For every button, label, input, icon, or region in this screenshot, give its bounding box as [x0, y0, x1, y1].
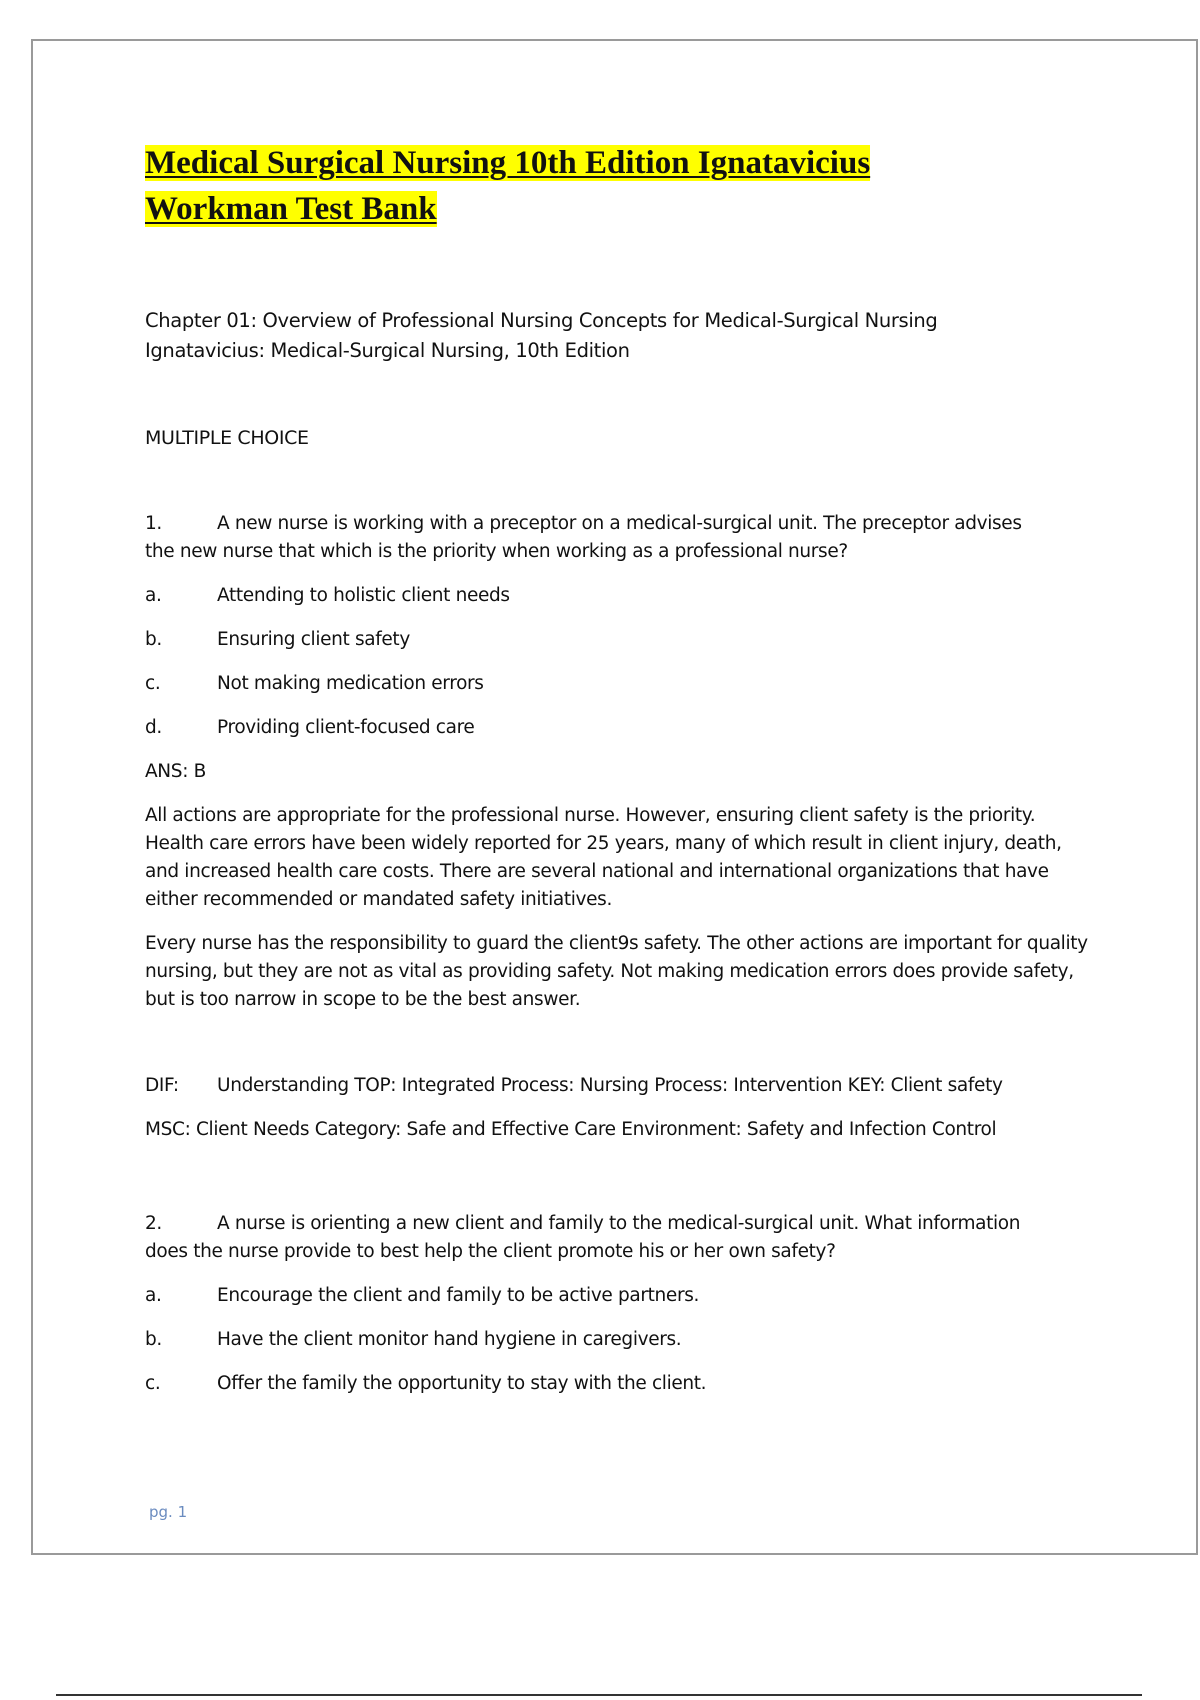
- difficulty-label: DIF:: [145, 1075, 179, 1096]
- option-a: [145, 1282, 1095, 1310]
- question-stem-lead: A nurse is orienting a new client and family to the medical-surgical unit. What information: [217, 1213, 1021, 1234]
- question-stem-rest: the new nurse that which is the priority when working as a professional nurse?: [145, 541, 848, 562]
- question-stem-lead: A new nurse is working with a preceptor on a medical-surgical unit. The preceptor advises: [217, 513, 1022, 534]
- answer-key: ANS: B: [145, 761, 206, 782]
- difficulty-text: Understanding TOP: Integrated Process: Nursing Process: Intervention KEY: Client safety: [217, 1075, 1003, 1096]
- question-number: 2.: [145, 1213, 162, 1234]
- section-heading: MULTIPLE CHOICE: [145, 427, 309, 449]
- option-b: [145, 626, 1095, 654]
- option-letter: a.: [145, 1285, 162, 1306]
- option-text: Not making medication errors: [217, 673, 484, 694]
- option-text: Encourage the client and family to be active partners.: [217, 1285, 700, 1306]
- option-text: Offer the family the opportunity to stay with the client.: [217, 1373, 707, 1394]
- question-stem-rest: does the nurse provide to best help the client promote his or her own safety?: [145, 1241, 836, 1262]
- client-needs-category: MSC: Client Needs Category: Safe and Effective Care Environment: Safety and Infection Control: [145, 1119, 997, 1140]
- option-text: Ensuring client safety: [217, 629, 410, 650]
- chapter-title: Chapter 01: Overview of Professional Nursing Concepts for Medical-Surgical Nursing: [145, 309, 938, 332]
- question-stem: [145, 510, 1095, 566]
- book-reference: Ignatavicius: Medical-Surgical Nursing, 10th Edition: [145, 339, 630, 362]
- option-b: [145, 1326, 1095, 1354]
- option-text: Attending to holistic client needs: [217, 585, 510, 606]
- rationale-paragraph-2: Every nurse has the responsibility to guard the client9s safety. The other actions are important for quality nursing, but they are not as vital as providing safety. Not making medication errors does provide safety, but is too narrow in scope to be the best answer.: [145, 933, 1088, 1010]
- option-letter: c.: [145, 1373, 161, 1394]
- question-stem: [145, 1210, 1095, 1266]
- page-number: pg. 1: [149, 1503, 188, 1521]
- rationale-paragraph-1: All actions are appropriate for the professional nurse. However, ensuring client safety is the priority. Health care errors have been widely reported for 25 years, many of which result in client injury, death, and increased health care costs. There are several national and international organizations that have either recommended or mandated safety initiatives.: [145, 805, 1062, 910]
- option-d: [145, 714, 1095, 742]
- title-line-1: Medical Surgical Nursing 10th Edition Ignatavicius: [145, 145, 871, 181]
- document-title: [145, 140, 1095, 232]
- option-c: [145, 670, 1095, 698]
- option-c: [145, 1370, 1095, 1398]
- page-content: [145, 140, 1095, 1398]
- question-1: [145, 510, 1095, 1144]
- title-line-2: Workman Test Bank: [145, 191, 437, 227]
- question-2: [145, 1210, 1095, 1398]
- option-text: Have the client monitor hand hygiene in caregivers.: [217, 1329, 682, 1350]
- option-letter: b.: [145, 629, 162, 650]
- option-letter: b.: [145, 1329, 162, 1350]
- option-a: [145, 582, 1095, 610]
- option-letter: a.: [145, 585, 162, 606]
- option-letter: c.: [145, 673, 161, 694]
- difficulty-topic-key: [145, 1072, 1095, 1100]
- option-text: Providing client-focused care: [217, 717, 475, 738]
- question-number: 1.: [145, 513, 162, 534]
- footer-rule: [56, 1694, 1142, 1696]
- option-letter: d.: [145, 717, 162, 738]
- chapter-heading: [145, 306, 1095, 366]
